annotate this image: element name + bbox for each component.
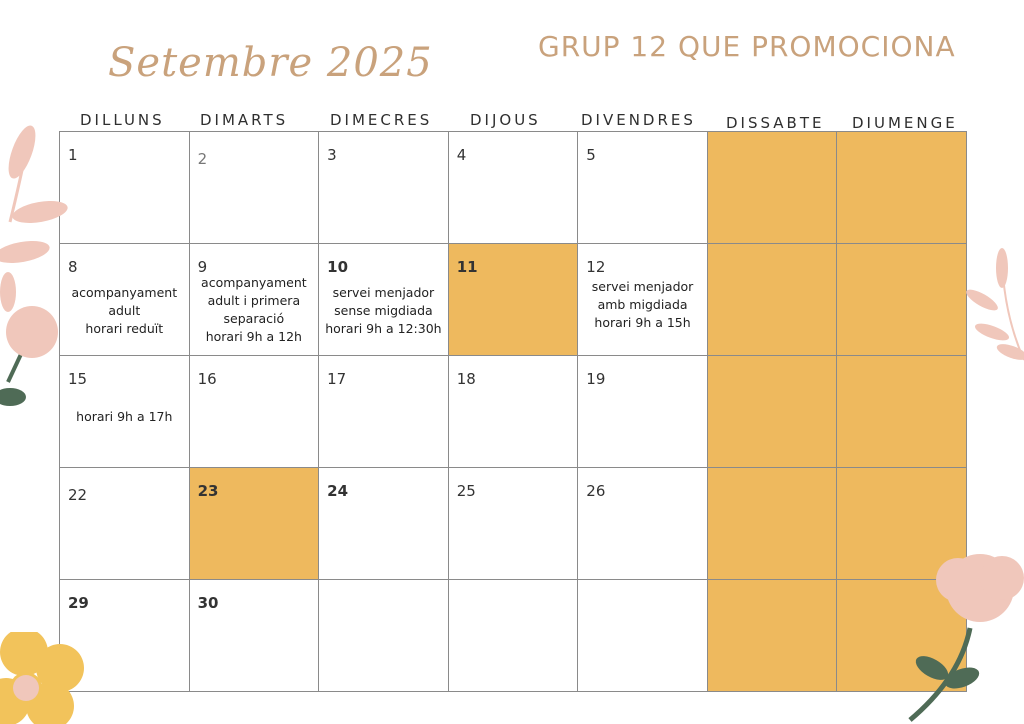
day-number: 19 <box>586 370 606 388</box>
weekday-header-sunday: DIUMENGE <box>852 114 958 132</box>
weekday-header-thursday: DIJOUS <box>470 111 541 129</box>
day-cell[interactable] <box>578 468 708 580</box>
day-number: 9 <box>197 258 208 276</box>
day-note: acompanyament adult i primera separació horari 9h a 12h <box>201 275 307 344</box>
highlighted-day-cell[interactable] <box>190 468 320 580</box>
day-cell[interactable] <box>190 356 320 468</box>
weekday-header-tuesday: DIMARTS <box>200 111 289 129</box>
day-number: 25 <box>456 482 476 500</box>
day-note: servei menjador sense migdiada horari 9h a 12:30h <box>325 285 442 336</box>
calendar-grid <box>59 131 967 692</box>
day-number: 10 <box>327 258 349 276</box>
weekday-header-monday: DILLUNS <box>80 111 165 129</box>
day-cell[interactable] <box>449 580 579 692</box>
day-note: horari 9h a 17h <box>76 409 173 424</box>
highlighted-day-cell[interactable] <box>449 244 579 356</box>
day-cell[interactable] <box>319 244 449 356</box>
day-cell[interactable] <box>449 356 579 468</box>
day-cell[interactable] <box>449 468 579 580</box>
yellow-flower-decoration-icon <box>0 632 100 724</box>
weekend-cell <box>837 356 967 468</box>
weekday-header-friday: DIVENDRES <box>581 111 696 129</box>
day-number: 30 <box>197 594 219 612</box>
weekend-cell <box>708 468 838 580</box>
weekend-cell <box>837 132 967 244</box>
weekend-cell <box>708 356 838 468</box>
weekday-header-saturday: DISSABTE <box>726 114 825 132</box>
day-number: 5 <box>586 146 596 164</box>
day-number: 18 <box>456 370 476 388</box>
day-cell[interactable] <box>578 244 708 356</box>
day-cell[interactable] <box>319 580 449 692</box>
day-number: 3 <box>327 146 337 164</box>
weekday-header-wednesday: DIMECRES <box>330 111 433 129</box>
day-number: 4 <box>456 146 467 164</box>
day-cell[interactable] <box>578 356 708 468</box>
day-cell[interactable] <box>578 580 708 692</box>
weekend-cell <box>708 244 838 356</box>
day-cell[interactable] <box>60 468 190 580</box>
day-number: 22 <box>68 486 88 504</box>
day-note: servei menjador amb migdiada horari 9h a 15h <box>591 279 694 330</box>
pink-tulip-decoration-icon <box>880 548 1024 724</box>
day-cell[interactable] <box>190 580 320 692</box>
weekend-cell <box>708 132 838 244</box>
day-number: 26 <box>586 482 606 500</box>
weekend-cell <box>837 244 967 356</box>
day-number: 2 <box>197 150 208 168</box>
day-cell[interactable] <box>449 132 579 244</box>
day-number: 23 <box>197 482 219 500</box>
day-number: 29 <box>68 594 89 612</box>
day-cell[interactable] <box>190 132 320 244</box>
day-number: 24 <box>327 482 349 500</box>
day-number: 17 <box>327 370 347 388</box>
group-subtitle: GRUP 12 QUE PROMOCIONA <box>538 30 956 63</box>
day-number: 12 <box>586 258 606 276</box>
day-number: 1 <box>68 146 78 164</box>
right-leaf-decoration-icon <box>962 240 1024 370</box>
calendar-title: Setembre 2025 <box>108 40 433 86</box>
day-number: 8 <box>68 258 78 276</box>
day-cell[interactable] <box>319 132 449 244</box>
day-cell[interactable] <box>578 132 708 244</box>
day-number: 16 <box>197 370 217 388</box>
day-cell[interactable] <box>190 244 320 356</box>
day-cell[interactable] <box>319 356 449 468</box>
day-number: 15 <box>68 370 88 388</box>
weekend-cell <box>708 580 838 692</box>
day-note: acompanyament adult horari reduït <box>71 285 178 336</box>
left-floral-decoration-icon <box>0 122 80 422</box>
day-number: 11 <box>456 258 478 276</box>
day-cell[interactable] <box>319 468 449 580</box>
